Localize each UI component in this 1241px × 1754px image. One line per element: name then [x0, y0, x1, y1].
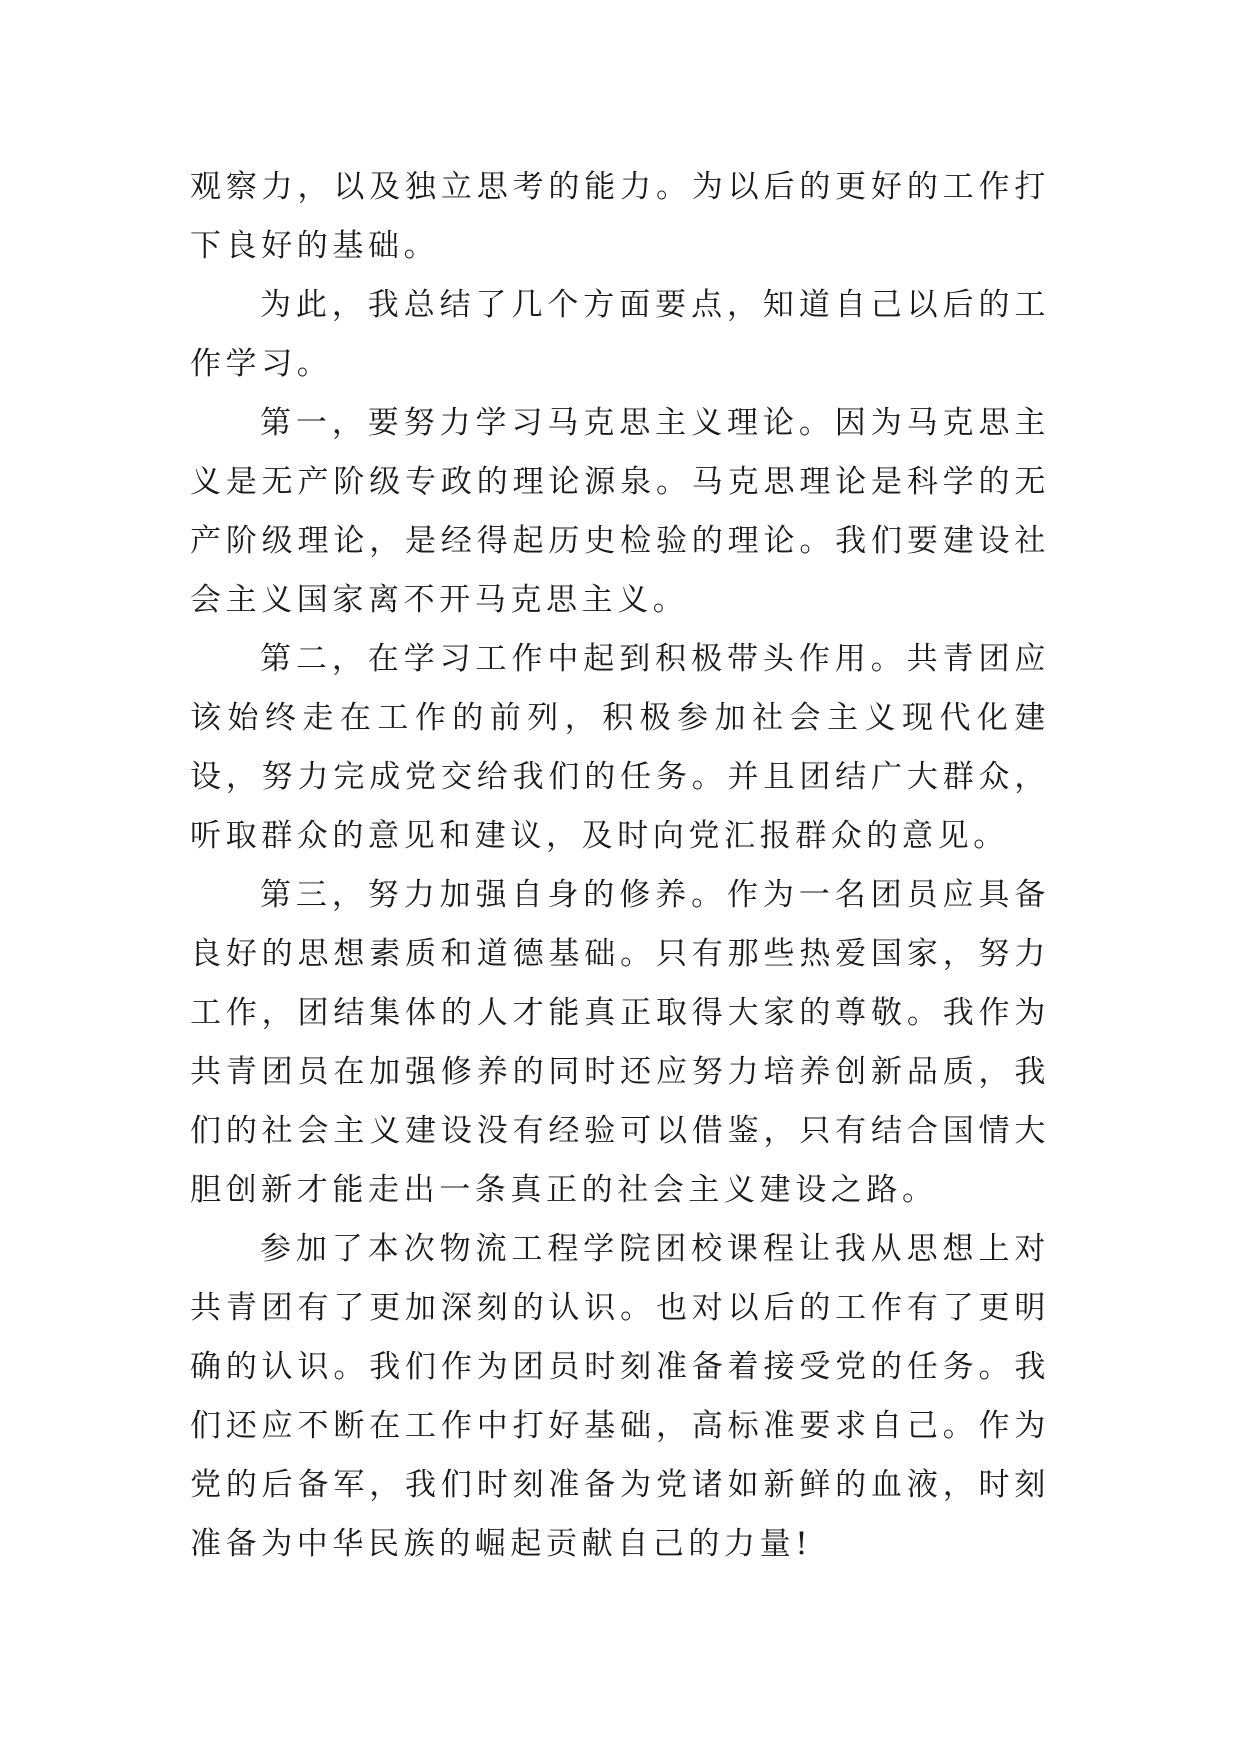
paragraph-point-two: 第二，在学习工作中起到积极带头作用。共青团应该始终走在工作的前列，积极参加社会主义现代化建设，努力完成党交给我们的任务。并且团结广大群众，听取群众的意见和建议，及时向党汇报群众的意见。: [190, 641, 1050, 854]
paragraph-point-three: 第三，努力加强自身的修养。作为一名团员应具备良好的思想素质和道德基础。只有那些热爱国家，努力工作，团结集体的人才能真正取得大家的尊敬。我作为共青团员在加强修养的同时还应努力培养创新品质，我们的社会主义建设没有经验可以借鉴，只有结合国情大胆创新才能走出一条真正的社会主义建设之路。: [190, 877, 1050, 1208]
paragraph-summary-intro: 为此，我总结了几个方面要点，知道自己以后的工作学习。: [190, 287, 1050, 382]
paragraph-point-one: 第一，要努力学习马克思主义理论。因为马克思主义是无产阶级专政的理论源泉。马克思理论是科学的无产阶级理论，是经得起历史检验的理论。我们要建设社会主义国家离不开马克思主义。: [190, 405, 1050, 618]
document-body: [190, 158, 1050, 1574]
paragraph-continued: 观察力，以及独立思考的能力。为以后的更好的工作打下良好的基础。: [190, 169, 1050, 264]
paragraph-conclusion: 参加了本次物流工程学院团校课程让我从思想上对共青团有了更加深刻的认识。也对以后的工作有了更明确的认识。我们作为团员时刻准备着接受党的任务。我们还应不断在工作中打好基础，高标准要求自己。作为党的后备军，我们时刻准备为党诸如新鲜的血液，时刻准备为中华民族的崛起贡献自己的力量!: [190, 1231, 1050, 1562]
